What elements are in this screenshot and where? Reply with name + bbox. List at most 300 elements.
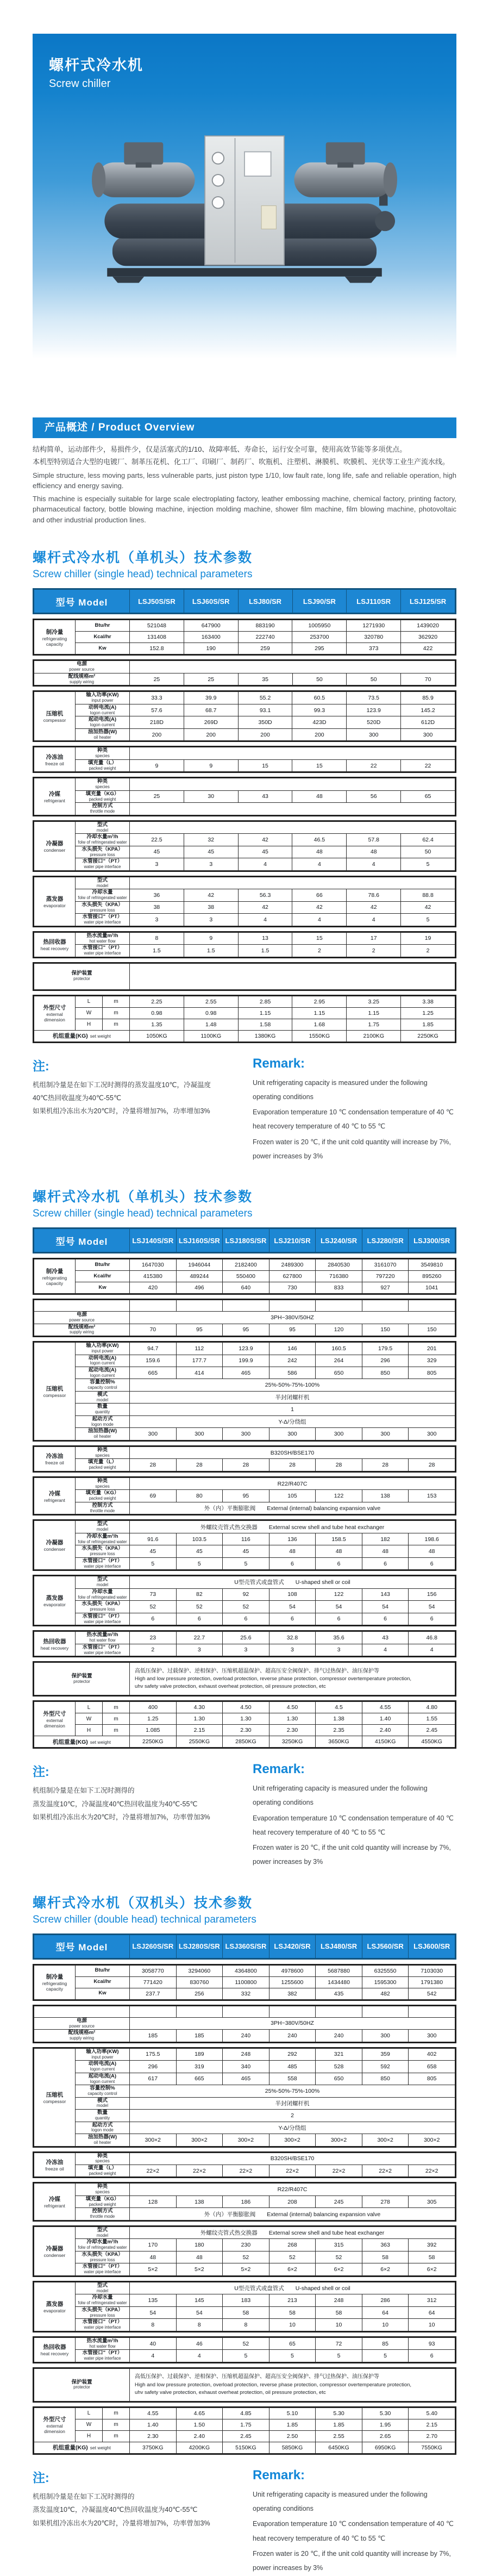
group-label-cell [34, 2407, 76, 2442]
spec-table [34, 1662, 455, 1695]
value-cell: 10 [269, 2319, 316, 2331]
value-cell: 5.30 [362, 2407, 409, 2419]
row-label-en: protector [73, 1679, 90, 1684]
table-row [34, 2195, 455, 2207]
value-cell: 286 [362, 2294, 409, 2306]
value-cell: 23 [130, 1632, 177, 1644]
row-label-cn: 配线规格m² [68, 673, 96, 679]
value-cell: 230 [223, 2239, 269, 2251]
value-cell: 5 [130, 1557, 177, 1569]
value-cell: 1255600 [269, 1976, 316, 1988]
group-label-cn: 冷媒 [49, 2196, 60, 2203]
row-label-cell [76, 2294, 130, 2306]
value-cell: 175.5 [130, 2048, 177, 2060]
value-cell: 3 [269, 1644, 316, 1656]
value-cell: 28 [362, 1459, 409, 1471]
group-label-cell [34, 1521, 76, 1570]
row-label-en: pressure loss [90, 907, 115, 913]
group-label-en: heat recovery [40, 1645, 69, 1651]
group-label-en: refrigerant [44, 1497, 65, 1503]
table-row [34, 1490, 455, 1502]
value-cell: 65 [401, 790, 455, 802]
value-cell: 3 [130, 914, 184, 926]
model-name-cell: LSJ260S/SR [130, 1935, 177, 1958]
row-label-en: input power [91, 1348, 114, 1354]
spec-table [34, 1300, 455, 1336]
row-label-cn: 冷却水量 [92, 889, 113, 896]
row-label-cn: 填充量（KG） [85, 790, 120, 797]
remark-block [215, 2468, 456, 2576]
value-cell: 15 [292, 932, 347, 944]
table-row [34, 1379, 455, 1391]
row-label-cell [34, 1324, 130, 1336]
table-row [34, 2017, 455, 2029]
remark-heading: Remark: [253, 1056, 305, 1071]
value-cell: 152.8 [130, 643, 184, 654]
group-label-en: condenser [43, 847, 66, 853]
row-label-en: logon current [90, 710, 115, 715]
value-cell: 1.58 [238, 1019, 292, 1030]
value-cell: 833 [316, 1282, 362, 1294]
table-row [34, 778, 455, 790]
value-cell: 8 [223, 2319, 269, 2331]
row-label-cell [76, 2208, 130, 2220]
row-label-en: protector [73, 2385, 90, 2390]
set-weight-label-en: set weight [90, 1739, 111, 1745]
table-row [34, 2282, 455, 2294]
spec-table [34, 691, 455, 741]
merged-value-cell: 3PH~380V/50HZ [130, 2017, 455, 2029]
table-row [34, 747, 455, 759]
row-label-en: capacity control [87, 1385, 117, 1390]
value-cell: 2.15 [409, 2419, 455, 2430]
row-label-cell [76, 747, 130, 759]
value-cell: 319 [176, 2061, 223, 2073]
value-cell: 4 [409, 1644, 455, 1656]
set-weight-label-cn: 机组重量(KG) [52, 1033, 88, 1040]
row-label-cell [76, 1490, 130, 1502]
row-label-cell [76, 728, 130, 740]
value-cell: 1.35 [130, 1019, 184, 1030]
row-label-cn: 冷却水量m³/h [86, 834, 118, 840]
value-cell: 22×2 [316, 2165, 362, 2176]
value-cell: 1.25 [130, 1713, 177, 1725]
value-cell: 105 [269, 1490, 316, 1502]
row-label-en: species [95, 753, 110, 759]
value-cell: 1.68 [292, 1019, 347, 1030]
value-cell: 58 [223, 2306, 269, 2318]
section-subtitle: Screw chiller (single head) technical parameters [33, 1208, 253, 1220]
model-name-cell: LSJ210/SR [269, 1229, 316, 1252]
merged-value-line: 高低压保护、过载保护、逆相保护、压缩机超温保护、超高压安全阀保护、排气过热保护、油压保护等 [135, 1668, 380, 1674]
value-cell: 54 [176, 2306, 223, 2318]
row-label-en: pressure loss [90, 852, 115, 857]
value-cell: 66 [292, 889, 347, 901]
row-label-cn: 种类 [97, 778, 108, 785]
merged-value-cell: R22/R407C [130, 2184, 455, 2195]
row-label-en: folw of refringerated water [78, 1539, 127, 1544]
group-label-cell [34, 1576, 76, 1625]
spec-table [34, 778, 455, 815]
value-cell: 48 [409, 1545, 455, 1557]
row-label-cell [76, 2251, 130, 2263]
merged-value-cell: 3PH~380V/50HZ [130, 1312, 455, 1324]
value-cell: 2 [292, 945, 347, 957]
remark-line: Frozen water is 20 ℃, if the unit cold quantity will increase by 7%, power increases by 3% [253, 1138, 451, 1160]
value-cell: 2.30 [130, 2430, 177, 2442]
value-cell: 22×2 [223, 2165, 269, 2176]
value-cell: 10 [362, 2319, 409, 2331]
value-cell: 2.70 [409, 2430, 455, 2442]
models-header-table [34, 1228, 455, 1252]
remark-line: Frozen water is 20 ℃, if the unit cold quantity will increase by 7%, power increases by 3% [253, 1844, 451, 1866]
table-row [34, 858, 455, 870]
value-cell: 45 [176, 1545, 223, 1557]
value-cell: 1439020 [401, 620, 455, 632]
value-cell: 185 [130, 2030, 177, 2042]
value-cell: 22×2 [130, 2165, 177, 2176]
value-cell: 35 [238, 673, 292, 685]
value-cell: 3 [184, 858, 238, 870]
row-label-en: model [96, 2232, 109, 2238]
group-label-en: refrigerating capacity [42, 635, 67, 647]
row-label-cell [76, 1502, 130, 1514]
value-cell: 128 [130, 2195, 177, 2207]
row-label-cell [76, 1545, 130, 1557]
group-label-cn: 冷冻油 [46, 753, 64, 760]
value-cell: 1434480 [316, 1976, 362, 1988]
group-label-cn: 压缩机 [46, 1385, 64, 1392]
dimension-unit-cell: m [103, 2407, 130, 2419]
merged-value-cell: 外（内）平衡膨胀阀 External (internal) balancing expansion valve [130, 2208, 455, 2220]
group-label-en: evaporator [43, 902, 66, 908]
row-label-cell [34, 2017, 130, 2029]
row-label-cn: 填充量（KG） [85, 2195, 120, 2202]
merged-value-line: uhv safety valve protection, exhaust overheat protection, oil pressure protection, etc [135, 2390, 326, 2396]
value-cell: 1100KG [184, 1030, 238, 1041]
row-label-cn: 起动方式 [92, 2122, 113, 2128]
group-label-en: evaporator [43, 2307, 66, 2313]
group-label-en: heat recovery [40, 2351, 69, 2357]
row-label-cell [76, 1533, 130, 1545]
value-cell: 1271930 [347, 620, 401, 632]
value-cell: 153 [409, 1490, 455, 1502]
row-label-cn: 水管接口"（PT） [82, 914, 123, 920]
note-cn-line: 如果机组冷冻出水为20℃时，冷量将增加7%，功率增加3% [33, 1107, 210, 1115]
value-cell: 6325550 [362, 1965, 409, 1976]
row-label-cell [34, 661, 130, 673]
model-name-cell: LSJ140S/SR [130, 1229, 177, 1252]
merged-value-cell: 25%-50%-75%-100% [130, 1379, 455, 1391]
value-cell: 46 [176, 2337, 223, 2349]
group-label-en: evaporator [43, 1602, 66, 1608]
value-cell: 38 [184, 901, 238, 913]
table-row [34, 1271, 455, 1282]
value-cell: 22×2 [409, 2165, 455, 2176]
row-label-cell [76, 2085, 130, 2097]
value-cell: 48 [292, 790, 347, 802]
overview-cn-line: 结构简单，运动部件少，易损件少，仅是活塞式的1/10、故障率低、寿命长，运行安全可靠，使用高效节能等多项优点。 [33, 445, 407, 453]
remark-line: Unit refrigerating capacity is measured under the following operating conditions [253, 1078, 428, 1101]
value-cell: 4550KG [409, 1736, 455, 1748]
value-cell: 28 [176, 1459, 223, 1471]
row-label-cn: 种类 [97, 1477, 108, 1484]
group-label-en: freeze oil [45, 1460, 64, 1466]
row-label-en: supply wiring [69, 2036, 95, 2041]
value-cell: 146 [269, 1343, 316, 1355]
table-row [34, 2407, 455, 2419]
group-label-cell [34, 1965, 76, 1999]
table-row [34, 1533, 455, 1545]
row-label-cn: 水头损失（KPA） [82, 2251, 123, 2257]
table-row [34, 704, 455, 716]
value-cell: 3.25 [347, 996, 401, 1007]
value-cell: 42 [238, 901, 292, 913]
value-cell: 2.65 [362, 2430, 409, 2442]
table-row [34, 716, 455, 728]
value-cell: 240 [316, 2030, 362, 2042]
value-cell: 592 [362, 2061, 409, 2073]
table-row [34, 1736, 455, 1748]
overview-en-paragraph: Simple structure, less moving parts, less vulnerable parts, just piston type 1/10, low fault rate, long life, safe and reliable operation, high efficiency and energy saving. [33, 471, 456, 490]
value-cell: 190 [184, 643, 238, 654]
value-cell: 256 [176, 1988, 223, 1999]
value-cell [176, 2006, 223, 2017]
value-cell: 4 [238, 914, 292, 926]
value-cell: 201 [409, 1343, 455, 1355]
value-cell: 42 [292, 901, 347, 913]
value-cell: 54 [362, 1601, 409, 1613]
value-cell: 6 [269, 1613, 316, 1625]
spec-block [33, 1476, 456, 1515]
value-cell: 1.75 [223, 2419, 269, 2430]
row-label-en: water pipe interface [84, 1619, 121, 1624]
row-label-en: water pipe interface [84, 2325, 121, 2330]
dimension-unit-cell: m [103, 1007, 130, 1019]
value-cell: 1.15 [238, 1007, 292, 1019]
table-row [34, 2263, 455, 2275]
group-label-cell [34, 2226, 76, 2275]
table-row [34, 1446, 455, 1458]
value-cell: 52 [316, 2251, 362, 2263]
value-cell: 32 [184, 834, 238, 846]
models-header-row [34, 590, 455, 613]
value-cell: 4 [292, 858, 347, 870]
value-cell: 42 [184, 889, 238, 901]
value-cell: 120 [316, 1324, 362, 1336]
row-label-cn: 水管接口"（PT） [82, 1644, 123, 1650]
row-label-en: model [96, 1397, 109, 1402]
value-cell: 48 [269, 1545, 316, 1557]
row-label-cn: 起动电流(A) [88, 1367, 117, 1373]
value-cell: 28 [269, 1459, 316, 1471]
row-label-cn: 水头损失（KPA） [82, 1545, 123, 1552]
merged-value-cell [130, 877, 455, 889]
value-cell: 5 [362, 2350, 409, 2362]
table-row [34, 620, 455, 632]
remark-line: Evaporation temperature 10 ℃ condensation temperature of 40 ℃ heat recovery temperature of 40 ℃ to 55 ℃ [253, 2520, 454, 2542]
value-cell: 6×2 [362, 2263, 409, 2275]
value-cell: 35.6 [316, 1632, 362, 1644]
table-row [34, 1312, 455, 1324]
note-cn-line: 蒸发温度10℃，冷凝温度40℃热回收温度为40℃-55℃ [33, 1800, 198, 1808]
row-label-cn: 水管接口"（PT） [82, 1557, 123, 1564]
table-row [34, 1632, 455, 1644]
value-cell: 1380KG [238, 1030, 292, 1041]
row-label-cn: Btu/hr [95, 1967, 110, 1974]
value-cell: 237.7 [130, 1988, 177, 1999]
row-label-en: hot water flow [89, 938, 116, 944]
row-label-cn: 型式 [97, 821, 108, 828]
value-cell: 771420 [130, 1976, 177, 1988]
table-row [34, 1502, 455, 1514]
value-cell: 39.9 [184, 692, 238, 704]
value-cell: 4.30 [176, 1702, 223, 1713]
model-name-cell: LSJ240/SR [316, 1229, 362, 1252]
spec-table [34, 963, 455, 990]
row-label-en: water pipe interface [84, 2269, 121, 2275]
value-cell: 300×2 [176, 2134, 223, 2146]
row-label-cell [76, 1271, 130, 1282]
row-label-cell [76, 1355, 130, 1367]
value-cell: 4 [292, 914, 347, 926]
value-cell: 1.85 [269, 2419, 316, 2430]
value-cell: 17 [347, 932, 401, 944]
merged-value-line: uhv safety valve protection, exhaust overheat protection, oil pressure protection, etc [135, 1683, 326, 1690]
table-row [34, 2030, 455, 2042]
value-cell [316, 1300, 362, 1312]
section-title: 螺杆式冷水机（单机头）技术参数 [33, 550, 253, 566]
table-row [34, 2294, 455, 2306]
value-cell: 48 [292, 846, 347, 858]
value-cell: 1.30 [176, 1713, 223, 1725]
row-label-cell [76, 716, 130, 728]
spec-table [34, 747, 455, 772]
value-cell: 48 [316, 1545, 362, 1557]
spec-block [33, 1630, 456, 1657]
row-label-en: species [95, 1483, 110, 1489]
value-cell: 423D [292, 716, 347, 728]
spec-block [33, 2151, 456, 2179]
value-cell: 2182400 [223, 1259, 269, 1271]
row-label-cn: 水管接口"（PT） [82, 2263, 123, 2270]
row-label-cn: 种类 [97, 2153, 108, 2159]
table-row [34, 889, 455, 901]
value-cell: 627800 [269, 1271, 316, 1282]
table-row [34, 2073, 455, 2085]
value-cell: 242 [269, 1355, 316, 1367]
row-label-en: throttle mode [90, 2214, 115, 2219]
overview-banner: 产品概述 / Product Overview [33, 417, 456, 438]
table-row [34, 2006, 455, 2017]
model-name-cell: LSJ280S/SR [176, 1935, 223, 1958]
value-cell: 300 [401, 728, 455, 740]
row-label-cell [76, 1988, 130, 1999]
row-label-cell [76, 1367, 130, 1379]
group-label-cn: 热回收器 [43, 2344, 66, 2351]
value-cell: 15 [292, 759, 347, 771]
value-cell: 177.7 [176, 1355, 223, 1367]
table-row [34, 932, 455, 944]
remark-line: Frozen water is 20 ℃, if the unit cold quantity will increase by 7%, power increases by 3% [253, 2549, 451, 2572]
value-cell: 4.50 [269, 1702, 316, 1713]
overview-text [33, 444, 456, 525]
value-cell: 3250KG [269, 1736, 316, 1748]
value-cell [362, 1300, 409, 1312]
row-label-en: species [95, 2190, 110, 2195]
value-cell: 159.6 [130, 1355, 177, 1367]
group-label-cell [34, 2153, 76, 2177]
value-cell: 6 [362, 1613, 409, 1625]
row-label-cn: 水头损失（KPA） [82, 2306, 123, 2313]
value-cell: 895260 [409, 1271, 455, 1282]
value-cell: 13 [238, 932, 292, 944]
spec-block [33, 962, 456, 991]
value-cell: 4.5 [316, 1702, 362, 1713]
row-label-cell [76, 692, 130, 704]
model-name-cell: LSJ180S/SR [223, 1229, 269, 1252]
spec-table [34, 620, 455, 654]
row-label-cn: 填充量（KG） [85, 1490, 120, 1496]
value-cell: 28 [409, 1459, 455, 1471]
value-cell: 264 [316, 1355, 362, 1367]
row-label-cell [76, 1446, 130, 1458]
value-cell: 363 [362, 2239, 409, 2251]
row-label-cell [76, 846, 130, 858]
value-cell: 82 [176, 1588, 223, 1600]
table-row [34, 2097, 455, 2109]
note-cn-line: 机组制冷量是在如下工况时测得的 [33, 1787, 135, 1795]
value-cell: 92 [223, 1588, 269, 1600]
value-cell: 46.8 [409, 1632, 455, 1644]
table-row [34, 1019, 455, 1030]
row-label-en: input power [91, 698, 114, 703]
value-cell: 6 [269, 1557, 316, 1569]
group-label-en: refrigerating capacity [42, 1981, 67, 1992]
value-cell: 15 [238, 759, 292, 771]
merged-value-line: High and low pressure protection, overload protection, reverse phase protection, compressor overtemperature protection, [135, 2381, 412, 2388]
row-label-cn: 型式 [97, 2282, 108, 2288]
row-label-cn: 油加热器(W) [87, 2134, 117, 2141]
row-label-en: model [96, 883, 109, 888]
value-cell: 850 [362, 2073, 409, 2085]
group-label-cn: 压缩机 [46, 2091, 64, 2098]
row-label-cell [76, 945, 130, 957]
row-label-cell [34, 2006, 130, 2017]
group-label-en: compessor [43, 718, 66, 723]
table-row [34, 1702, 455, 1713]
row-label-en: packed weight [89, 2170, 116, 2176]
group-label-cn: 外型尺寸 [43, 1710, 66, 1717]
value-cell: 138 [362, 1490, 409, 1502]
row-label-en: pressure loss [90, 2312, 115, 2318]
value-cell: 5687880 [316, 1965, 362, 1976]
table-row [34, 1588, 455, 1600]
value-cell: 208 [269, 2195, 316, 2207]
value-cell: 414 [176, 1367, 223, 1379]
row-label-cn: Btu/hr [95, 1261, 110, 1268]
value-cell: 3750KG [130, 2442, 177, 2453]
row-label-en: supply wiring [69, 1330, 95, 1335]
value-cell: 300×2 [269, 2134, 316, 2146]
row-label-en: folw of refringerated water [78, 1594, 127, 1600]
dimension-unit-cell: m [103, 1019, 130, 1030]
row-label-en: water pipe interface [84, 950, 121, 956]
set-weight-label-en: set weight [90, 2445, 111, 2451]
group-label-cell [34, 692, 76, 741]
group-label-en: compessor [43, 2098, 66, 2104]
value-cell: 269D [184, 716, 238, 728]
